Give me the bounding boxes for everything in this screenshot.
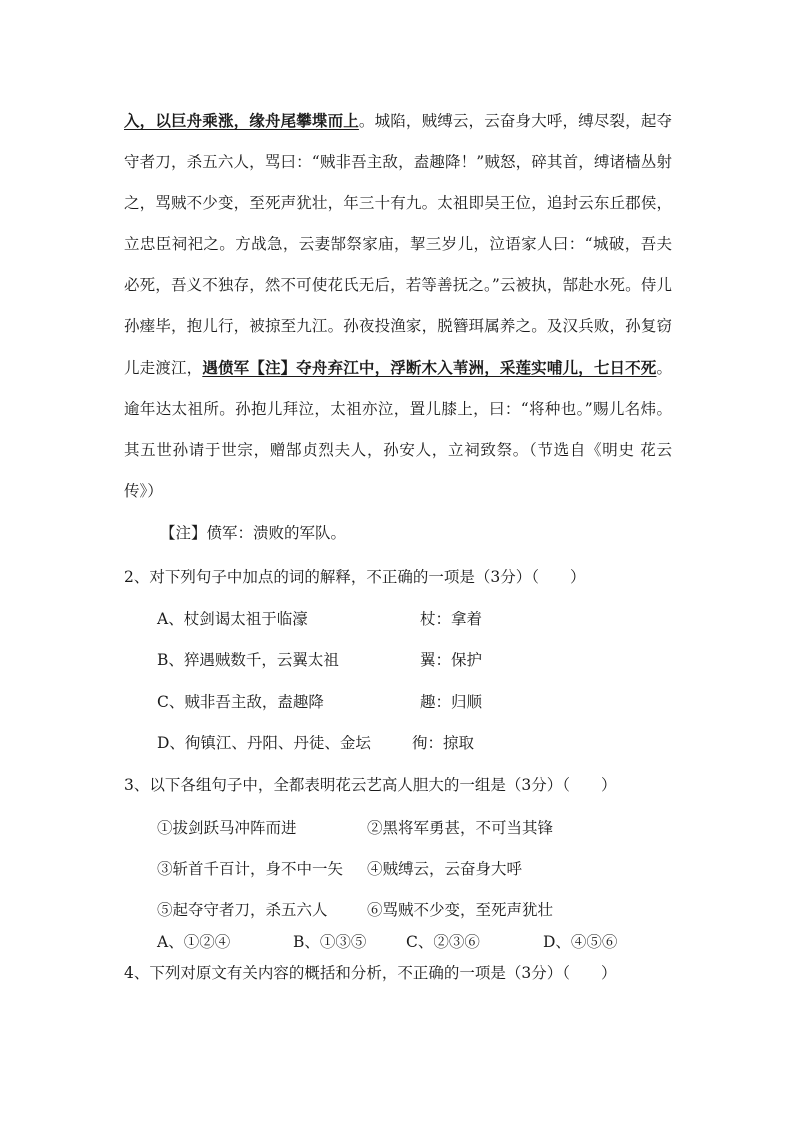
- question-4-stem: 4、下列对原文有关内容的概括和分析，不正确的一项是（3分）（ ）: [124, 964, 617, 982]
- q3-item-6: ⑥骂贼不少变，至死声犹壮: [367, 901, 554, 919]
- q3-answer-b: B、①③⑤: [293, 933, 367, 951]
- q2-option-a-sentence: A、杖剑谒太祖于临濠: [157, 610, 308, 628]
- emphasized-sentence-1: 入，以巨舟乘涨，缘舟尾攀堞而上: [124, 111, 359, 130]
- q2-option-b-sentence: B、猝遇贼数千，云翼太祖: [157, 651, 339, 669]
- passage-segment-4: 。逾年达太祖所。孙抱儿拜泣，太祖亦泣，置儿膝上，曰：“将种也。”赐儿名炜。其五世孙请于世宗，赠郜贞烈夫人，孙安人，立祠致祭。（节选自《明史 花云传》）: [124, 359, 672, 500]
- q2-option-d-sentence: D、徇镇江、丹阳、丹徒、金坛: [157, 734, 371, 752]
- q2-option-c-gloss: 趣：归顺: [420, 693, 483, 711]
- passage-text: [124, 100, 672, 512]
- q2-option-d-gloss: 徇：掠取: [412, 734, 475, 752]
- question-3-stem: 3、以下各组句子中，全都表明花云艺高人胆大的一组是（3分）（ ）: [124, 776, 617, 794]
- q3-item-2: ②黑将军勇甚，不可当其锋: [367, 819, 554, 837]
- q2-option-a-gloss: 杖：拿着: [420, 610, 483, 628]
- footnote: 【注】偾军：溃败的军队。: [160, 524, 347, 542]
- q3-item-1: ①拔剑跃马冲阵而进: [157, 819, 297, 837]
- q3-item-4: ④贼缚云，云奋身大呼: [367, 860, 523, 878]
- q2-option-c-sentence: C、贼非吾主敌，盍趣降: [157, 693, 324, 711]
- q3-answer-c: C、②③⑥: [406, 933, 480, 951]
- passage-segment-2: 。城陷，贼缚云，云奋身大呼，缚尽裂，起夺守者刀，杀五六人，骂曰：“贼非吾主敌，盍趣降！”贼怒，碎其首，缚诸樯丛射之，骂贼不少变，至死声犹壮，年三十有九。太祖即吴王位，追封云东丘郡侯，立忠臣祠祀之。方战急，云妻郜祭家庙，挈三岁儿，泣语家人曰：“城破，吾夫必死，吾义不独存，然不可使花氏无后，若等善抚之。”云被执，郜赴水死。侍儿孙瘗毕，抱儿行，被掠至九江。孙夜投渔家，脱簪珥属养之。及汉兵败，孙复窃儿走渡江，: [124, 112, 672, 377]
- q3-item-5: ⑤起夺守者刀，杀五六人: [157, 901, 328, 919]
- q2-option-b-gloss: 翼：保护: [420, 651, 483, 669]
- q3-item-3: ③斩首千百计，身不中一矢: [157, 860, 344, 878]
- q3-answer-a: A、①②④: [157, 933, 231, 951]
- emphasized-sentence-2: 遇偾军【注】夺舟弃江中，浮断木入苇洲，采莲实哺儿，七日不死: [202, 358, 657, 377]
- q3-answer-d: D、④⑤⑥: [543, 933, 618, 951]
- question-2-stem: 2、对下列句子中加点的词的解释，不正确的一项是（3分）（ ）: [124, 568, 586, 586]
